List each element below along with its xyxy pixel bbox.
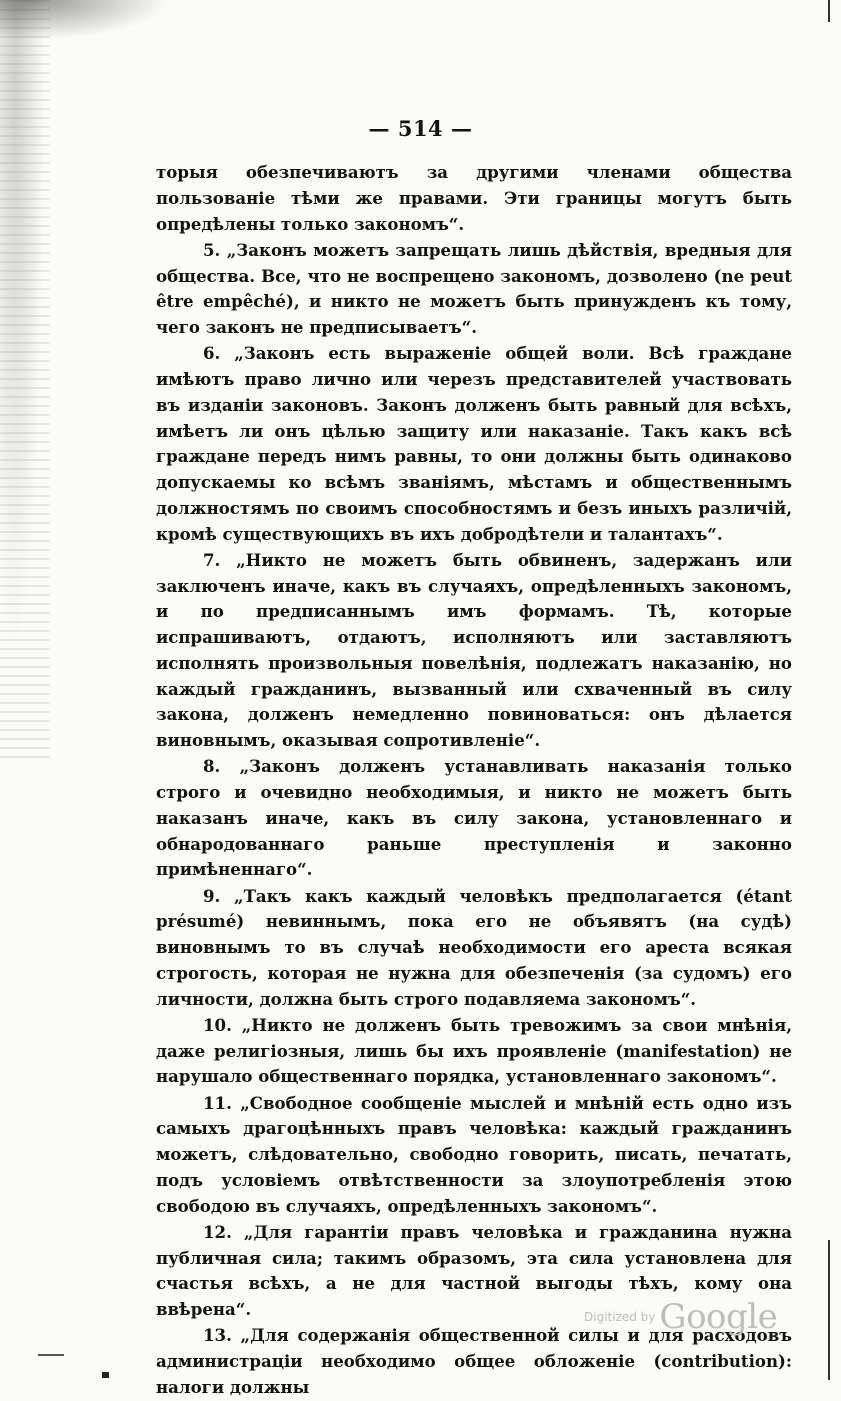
watermark-prefix: Digitized by: [584, 1310, 656, 1324]
paragraph-article-8: 8. „Законъ долженъ устанавливать наказанія только строго и очевидно необходимыя, и никто не можетъ быть наказанъ иначе, какъ въ силу закона, установленнаго и обнародованнаго раньше преступленія и законно примѣненнаго“.: [156, 756, 792, 880]
paragraph-article-9: 9. „Такъ какъ каждый человѣкъ предполагается (étant présumé) невиннымъ, пока его не объявятъ (на судѣ) виновнымъ то въ случаѣ необходимости его ареста всякая строгость, которая не нужна для обезпеченія (за судомъ) его личности, должна быть строго подавляема закономъ“.: [156, 885, 792, 1009]
body-text: [156, 160, 792, 1401]
google-logo: Google: [659, 1297, 778, 1337]
scan-left-edge-noise: [0, 0, 50, 760]
paragraph-article-11: 11. „Свободное сообщеніе мыслей и мнѣній есть одно изъ самыхъ драгоцѣнныхъ правъ человѣка: каждый гражданинъ можетъ, слѣдовательно, свободно говорить, писать, печатать, подъ условіемъ отвѣтственности за злоупотребленія этою свободою въ случаяхъ, опредѣленныхъ закономъ“.: [156, 1092, 792, 1216]
paragraph-article-12: 12. „Для гарантіи правъ человѣка и гражданина нужна публичная сила; такимъ образомъ, эта сила установлена для счастья всѣхъ, а не для частной выгоды тѣхъ, кому она ввѣрена“.: [156, 1221, 792, 1319]
paragraph-article-7: 7. „Никто не можетъ быть обвиненъ, задержанъ или заключенъ иначе, какъ въ случаяхъ, опредѣленныхъ закономъ, и по предписаннымъ имъ формамъ. Тѣ, которые испрашиваютъ, отдаютъ, исполняютъ или заставляютъ исполнять произвольныя повелѣнія, подлежатъ наказанію, но каждый гражданинъ, вызванный или схваченный въ силу закона, долженъ немедленно повиноваться: онъ дѣлается виновнымъ, оказывая сопротивленіе“.: [156, 549, 792, 750]
digitized-watermark: [584, 1297, 777, 1337]
paragraph-article-5: 5. „Законъ можетъ запрещать лишь дѣйствія, вредныя для общества. Все, что не воспрещено закономъ, дозволено (ne peut être empêché), и никто не можетъ быть принужденъ къ тому, чего законъ не предписываетъ“.: [156, 239, 792, 337]
paragraph-article-13: 13. „Для содержанія общественной силы и для расходовъ администраціи необходимо общее обложеніе (contribution): налоги должны: [156, 1325, 792, 1397]
page-number: — 514 —: [368, 116, 473, 141]
scan-mark: [38, 1354, 64, 1356]
scan-right-edge-line: [828, 1240, 830, 1380]
scan-right-edge-line: [828, 0, 830, 22]
paragraph-continuation: торыя обезпечиваютъ за другими членами общества пользованіе тѣми же правами. Эти границы могутъ быть опредѣлены только закономъ“.: [156, 162, 792, 234]
scan-mark: [102, 1372, 109, 1378]
paragraph-article-6: 6. „Законъ есть выраженіе общей воли. Всѣ граждане имѣютъ право лично или черезъ представителей участвовать въ изданіи законовъ. Законъ долженъ быть равный для всѣхъ, имѣетъ ли онъ цѣлью защиту или наказаніе. Такъ какъ всѣ граждане передъ нимъ равны, то они должны быть одинаково допускаемы ко всѣмъ званіямъ, мѣстамъ и общественнымъ должностямъ по своимъ способностямъ и безъ иныхъ различій, кромѣ существующихъ въ ихъ добродѣтели и талантахъ“.: [156, 343, 792, 544]
paragraph-article-10: 10. „Никто не долженъ быть тревожимъ за свои мнѣнія, даже религіозныя, лишь бы ихъ проявленіе (manifestation) не нарушало общественнаго порядка, установленнаго закономъ“.: [156, 1014, 792, 1087]
